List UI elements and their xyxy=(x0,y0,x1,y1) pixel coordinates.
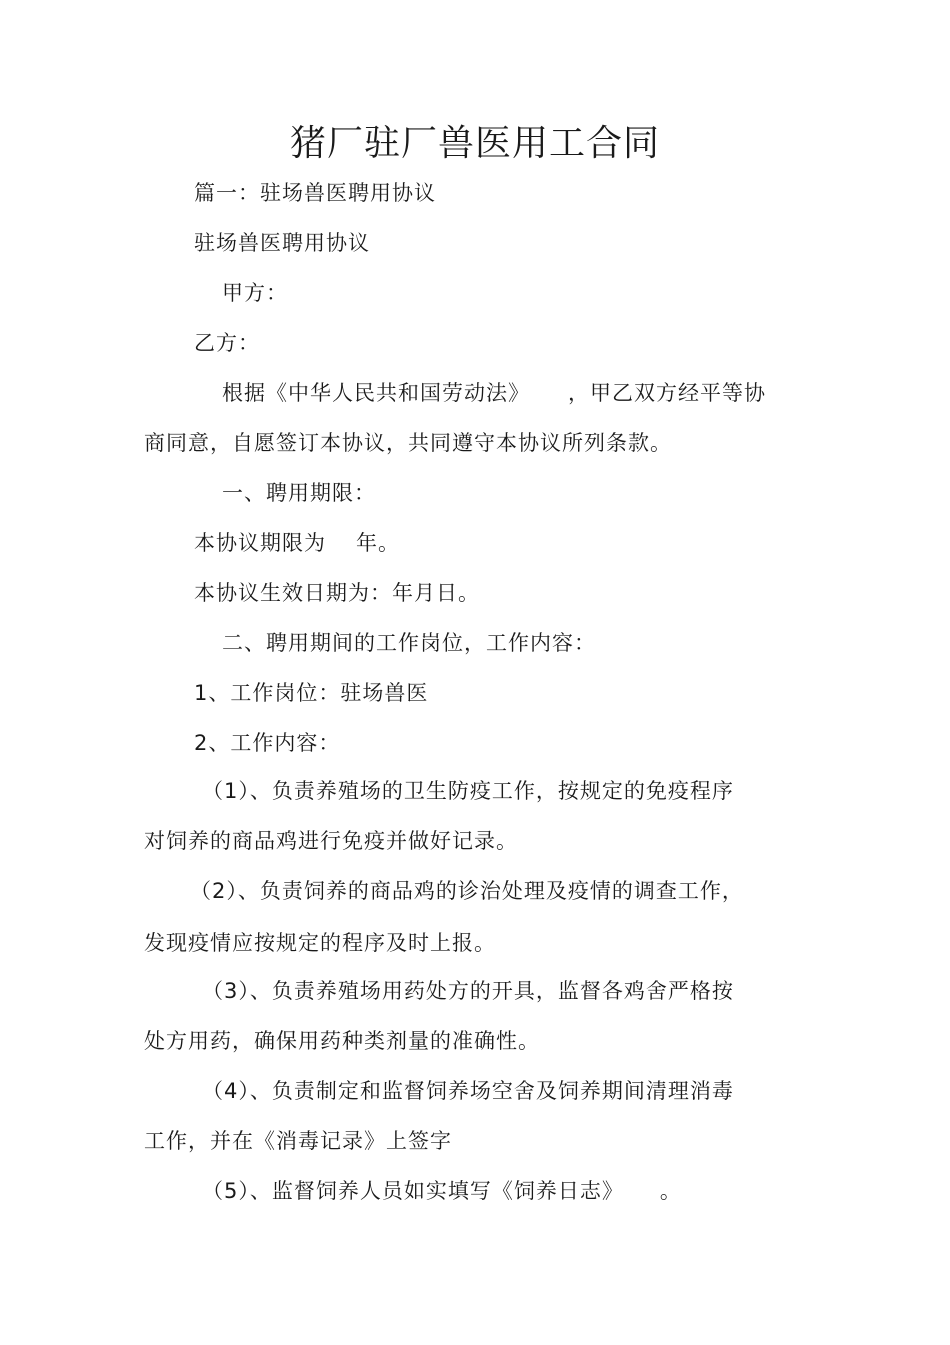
effective-date-line: 本协议生效日期为：年月日。 xyxy=(194,581,480,605)
chapter-heading: 篇一：驻场兽医聘用协议 xyxy=(194,181,436,205)
item-5-part-b: 。 xyxy=(659,1179,682,1203)
item-3-line-1: （3）、负责养殖场用药处方的开具，监督各鸡舍严格按 xyxy=(202,979,734,1003)
intro-line-1-part-a: 根据《中华人民共和国劳动法》 xyxy=(222,381,530,405)
party-b-label: 乙方： xyxy=(194,331,260,355)
work-content-label: 2、工作内容： xyxy=(194,731,341,755)
term-line xyxy=(194,529,400,557)
item-5-part-a: （5）、监督饲养人员如实填写《饲养日志》 xyxy=(202,1179,624,1203)
intro-line-2: 商同意，自愿签订本协议，共同遵守本协议所列条款。 xyxy=(144,431,672,455)
item-1-line-1: （1）、负责养殖场的卫生防疫工作，按规定的免疫程序 xyxy=(202,779,734,803)
item-2-line-1: （2）、负责饲养的商品鸡的诊治处理及疫情的调查工作， xyxy=(190,879,744,903)
item-2-line-2: 发现疫情应按规定的程序及时上报。 xyxy=(144,931,496,955)
term-line-part-a: 本协议期限为 xyxy=(194,531,326,555)
item-1-line-2: 对饲养的商品鸡进行免疫并做好记录。 xyxy=(144,829,518,853)
intro-line-1 xyxy=(222,379,766,407)
item-4-line-2: 工作，并在《消毒记录》上签字 xyxy=(144,1129,452,1153)
section-2-heading: 二、聘用期间的工作岗位，工作内容： xyxy=(222,631,596,655)
term-line-part-b: 年。 xyxy=(356,531,400,555)
item-4-line-1: （4）、负责制定和监督饲养场空舍及饲养期间清理消毒 xyxy=(202,1079,734,1103)
section-1-heading: 一、聘用期限： xyxy=(222,481,376,505)
item-5-line xyxy=(202,1177,682,1205)
work-post-line: 1、工作岗位：驻场兽医 xyxy=(194,681,429,705)
party-a-label: 甲方： xyxy=(222,281,288,305)
page-title: 猪厂驻厂兽医用工合同 xyxy=(289,123,660,164)
intro-line-1-part-b: ，甲乙双方经平等协 xyxy=(568,381,766,405)
item-3-line-2: 处方用药，确保用药种类剂量的准确性。 xyxy=(144,1029,540,1053)
agreement-subtitle: 驻场兽医聘用协议 xyxy=(194,231,370,255)
